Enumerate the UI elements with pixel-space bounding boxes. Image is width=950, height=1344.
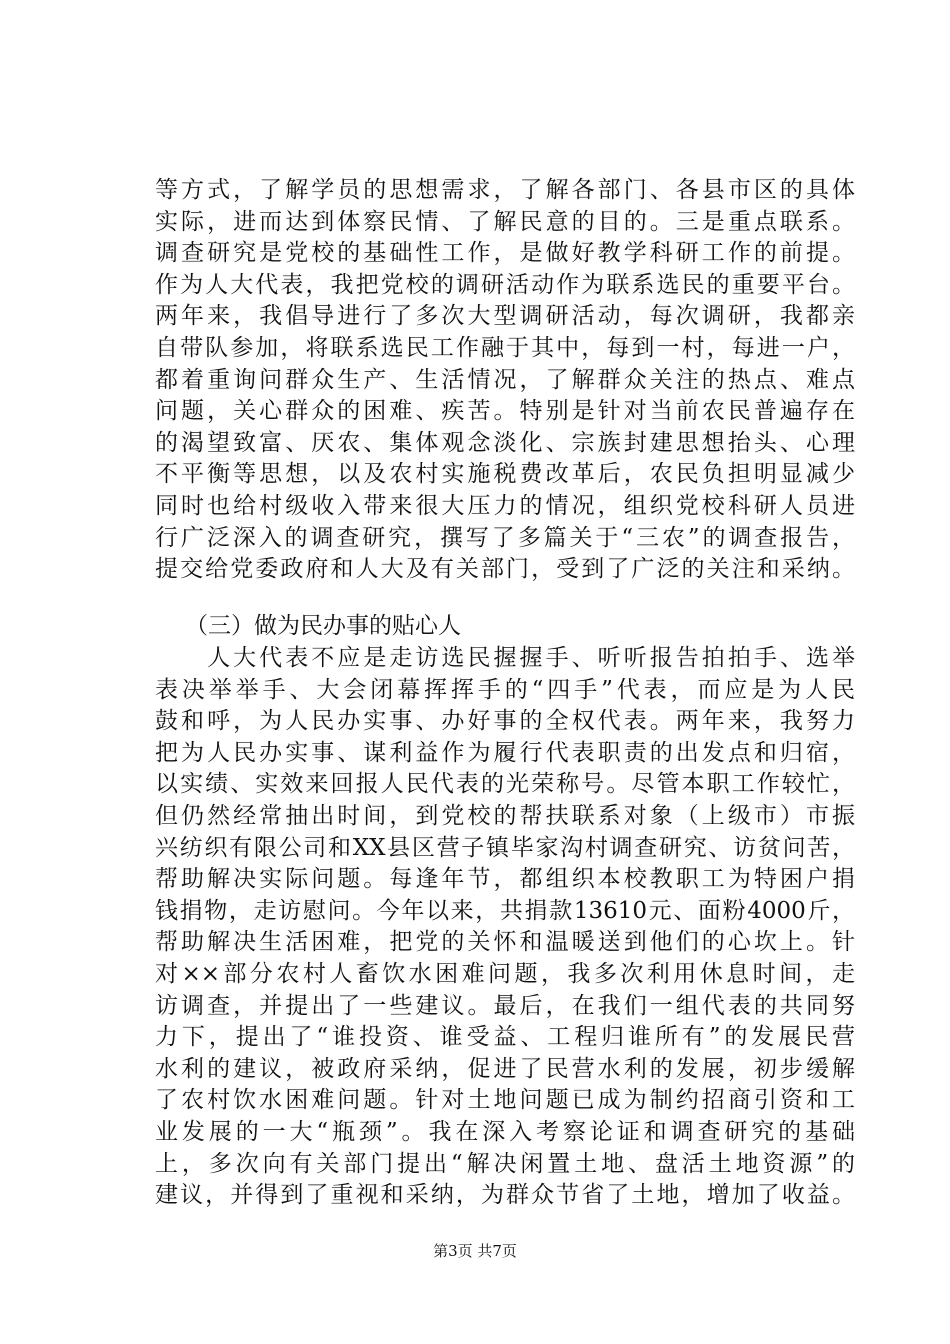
paragraph-line: 钱捐物，走访慰问。今年以来，共捐款13610元、面粉4000斤， (155, 897, 855, 924)
paragraph-line: 调查研究是党校的基础性工作，是做好教学科研工作的前提。 (155, 240, 855, 267)
paragraph-line: 表决举举手、大会闭幕挥挥手的“四手”代表，而应是为人民 (155, 676, 855, 703)
paragraph-line: 鼓和呼，为人民办实事、办好事的全权代表。两年来，我努力 (155, 708, 855, 735)
paragraph-line: 帮助解决实际问题。每逢年节，都组织本校教职工为特困户捐 (155, 866, 855, 893)
paragraph-line: 等方式，了解学员的思想需求，了解各部门、各县市区的具体 (155, 177, 855, 203)
paragraph-line: 以实绩、实效来回报人民代表的光荣称号。尽管本职工作较忙， (155, 771, 855, 798)
paragraph-line: 水利的建议，被政府采纳，促进了民营水利的发展，初步缓解 (155, 1055, 855, 1082)
paragraph-line: 提交给党委政府和人大及有关部门，受到了广泛的关注和采纳。 (155, 556, 855, 583)
paragraph-line: 了农村饮水困难问题。针对土地问题已成为制约招商引资和工 (155, 1087, 855, 1114)
paragraph-line: 的渴望致富、厌农、集体观念淡化、宗族封建思想抬头、心理 (155, 429, 855, 456)
paragraph-line: 帮助解决生活困难，把党的关怀和温暖送到他们的心坎上。针 (155, 929, 855, 956)
paragraph-line: 但仍然经常抽出时间，到党校的帮扶联系对象（上级市）市振 (155, 802, 855, 829)
paragraph-line: 对××部分农村人畜饮水困难问题，我多次利用休息时间，走 (155, 960, 855, 987)
section-heading: （三）做为民办事的贴心人 (185, 613, 461, 639)
paragraph-line: 把为人民办实事、谋利益作为履行代表职责的出发点和归宿， (155, 739, 855, 766)
paragraph-line: 同时也给村级收入带来很大压力的情况，组织党校科研人员进 (155, 492, 855, 519)
paragraph-line: 上，多次向有关部门提出“解决闲置土地、盘活土地资源”的 (155, 1150, 855, 1177)
paragraph-2 (155, 643, 855, 1212)
paragraph-line: 两年来，我倡导进行了多次大型调研活动，每次调研，我都亲 (155, 303, 855, 330)
paragraph-line: 业发展的一大“瓶颈”。我在深入考察论证和调查研究的基础 (155, 1118, 855, 1145)
paragraph-line: 人大代表不应是走访选民握握手、听听报告拍拍手、选举 (155, 645, 855, 671)
paragraph-1 (155, 175, 855, 586)
paragraph-line: 自带队参加，将联系选民工作融于其中，每到一村，每进一户， (155, 334, 855, 361)
paragraph-line: 访调查，并提出了一些建议。最后，在我们一组代表的共同努 (155, 992, 855, 1019)
paragraph-line: 行广泛深入的调查研究，撰写了多篇关于“三农”的调查报告， (155, 524, 855, 551)
paragraph-line: 实际，进而达到体察民情、了解民意的目的。三是重点联系。 (155, 208, 855, 235)
paragraph-line: 都着重询问群众生产、生活情况，了解群众关注的热点、难点 (155, 366, 855, 393)
paragraph-line: 不平衡等思想，以及农村实施税费改革后，农民负担明显减少 (155, 461, 855, 488)
page-number-footer: 第3页 共7页 (433, 1242, 517, 1260)
paragraph-line: 兴纺织有限公司和XX县区营子镇毕家沟村调查研究、访贫问苦， (155, 834, 855, 861)
paragraph-line: 力下，提出了“谁投资、谁受益、工程归谁所有”的发展民营 (155, 1024, 855, 1051)
paragraph-line: 作为人大代表，我把党校的调研活动作为联系选民的重要平台。 (155, 271, 855, 298)
paragraph-line: 问题，关心群众的困难、疾苦。特别是针对当前农民普遍存在 (155, 398, 855, 425)
paragraph-line: 建议，并得到了重视和采纳，为群众节省了土地，增加了收益。 (155, 1182, 855, 1209)
